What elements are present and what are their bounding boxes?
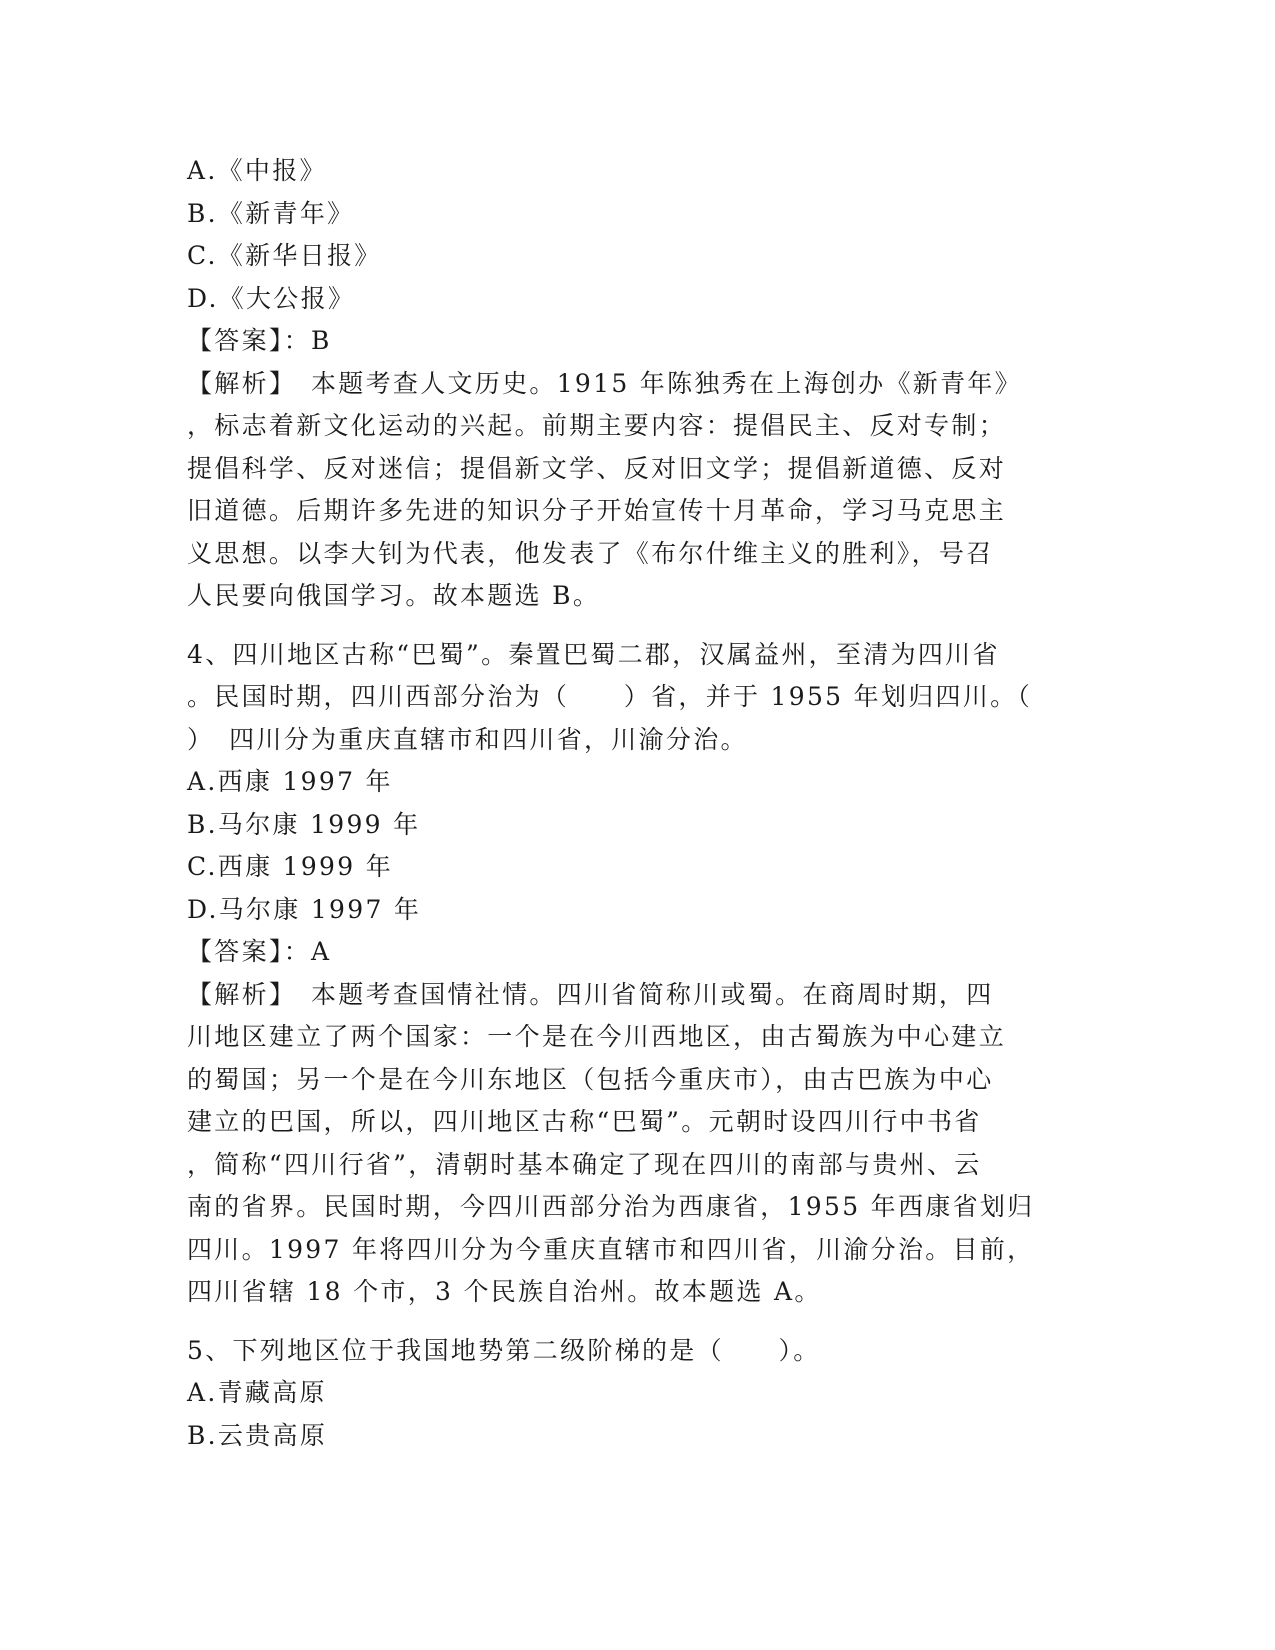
document-page [187, 150, 1087, 1457]
analysis-line: 建立的巴国，所以，四川地区古称“巴蜀”。元朝时设四川行中书省 [187, 1107, 982, 1136]
answer-line: 【答案】：A [187, 937, 332, 966]
analysis-line: ，简称“四川行省”，清朝时基本确定了现在四川的南部与贵州、云 [187, 1149, 982, 1179]
analysis-paragraph [187, 363, 1087, 618]
analysis-line: 四川。1997 年将四川分为今重庆直辖市和四川省，川渝分治。目前， [187, 1234, 1035, 1264]
analysis-line: 川地区建立了两个国家：一个是在今川西地区，由古蜀族为中心建立 [187, 1022, 1007, 1051]
question-4-block [187, 634, 1087, 1314]
question-line: 4、四川地区古称“巴蜀”。秦置巴蜀二郡，汉属益州，至清为四川省 [187, 639, 1000, 669]
option-b: B.《新青年》 [187, 198, 355, 228]
question-text: 5、下列地区位于我国地势第二级阶梯的是（ ）。 [187, 1335, 821, 1365]
analysis-line: 南的省界。民国时期，今四川西部分治为西康省，1955 年西康省划归 [187, 1192, 1035, 1221]
question-3-block [187, 150, 1087, 618]
analysis-line: 人民要向俄国学习。故本题选 B。 [187, 581, 601, 610]
option-d: D.《大公报》 [187, 283, 356, 313]
analysis-line: 义思想。以李大钊为代表，他发表了《布尔什维主义的胜利》，号召 [187, 538, 994, 568]
analysis-paragraph [187, 974, 1087, 1314]
analysis-line: 四川省辖 18 个市，3 个民族自治州。故本题选 A。 [187, 1277, 822, 1306]
analysis-line: 的蜀国；另一个是在今川东地区（包括今重庆市），由古巴族为中心 [187, 1064, 994, 1094]
analysis-line: 提倡科学、反对迷信；提倡新文学、反对旧文学；提倡新道德、反对 [187, 453, 1007, 483]
question-line: ） 四川分为重庆直辖市和四川省，川渝分治。 [187, 724, 748, 754]
analysis-line: ，标志着新文化运动的兴起。前期主要内容：提倡民主、反对专制； [187, 411, 1007, 440]
option-b: B.马尔康 1999 年 [187, 809, 421, 839]
option-a: A.青藏高原 [187, 1378, 327, 1407]
question-text [187, 634, 1087, 762]
option-b: B.云贵高原 [187, 1420, 328, 1450]
option-d: D.马尔康 1997 年 [187, 894, 422, 924]
spacer [187, 618, 1087, 634]
question-line: 。民国时期，四川西部分治为（ ）省，并于 1955 年划归四川。（ [187, 682, 1033, 711]
option-a: A.西康 1997 年 [187, 767, 393, 796]
question-5-block [187, 1330, 1087, 1458]
option-c: C.《新华日报》 [187, 241, 382, 270]
answer-line: 【答案】：B [187, 326, 332, 355]
option-c: C.西康 1999 年 [187, 852, 394, 881]
analysis-line: 旧道德。后期许多先进的知识分子开始宣传十月革命，学习马克思主 [187, 496, 1007, 525]
option-a: A.《中报》 [187, 156, 327, 185]
analysis-line: 【解析】 本题考查人文历史。1915 年陈独秀在上海创办《新青年》 [187, 368, 1022, 398]
analysis-line: 【解析】 本题考查国情社情。四川省简称川或蜀。在商周时期，四 [187, 979, 994, 1009]
spacer [187, 1314, 1087, 1330]
